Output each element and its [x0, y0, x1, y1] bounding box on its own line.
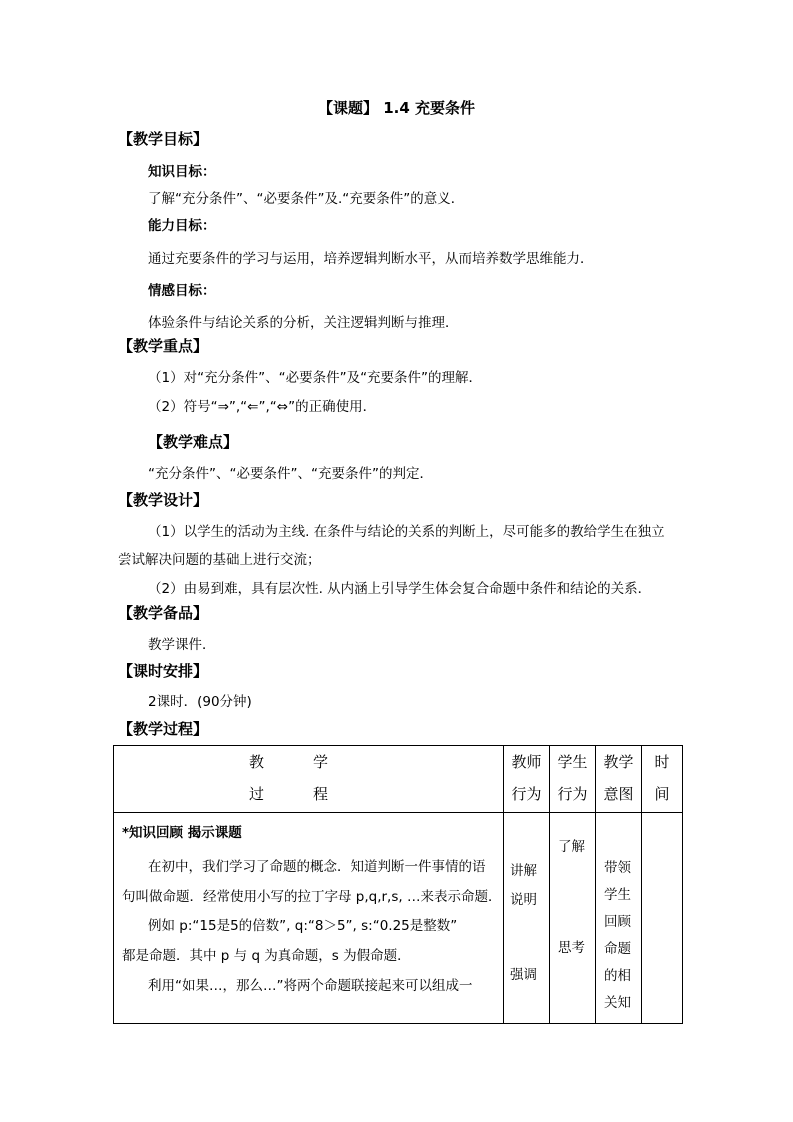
intent-line: 学生	[604, 887, 631, 903]
intent-line: 带领	[604, 860, 631, 876]
teaching-intent-cell	[596, 813, 642, 1024]
teaching-process-table	[113, 745, 683, 1024]
header-student-action	[550, 746, 596, 813]
intent-line: 命题	[604, 941, 631, 957]
row-heading: *知识回顾 揭示课题	[122, 825, 242, 841]
header-char: 过	[249, 785, 265, 803]
content-line: 利用“如果…，那么…”将两个命题联接起来可以组成一	[148, 978, 473, 994]
time-cell	[642, 813, 683, 1024]
emotion-goal-text: 体验条件与结论关系的分析，关注逻辑判断与推理．	[148, 315, 459, 331]
header-line: 学生	[557, 753, 588, 771]
design-heading: 【教学设计】	[118, 491, 209, 509]
table-header-row	[114, 746, 683, 813]
design-item-2: （2）由易到难，具有层次性. 从内涵上引导学生体会复合命题中条件和结论的关系．	[148, 581, 652, 597]
intent-line: 关知	[604, 995, 631, 1011]
materials-text: 教学课件．	[148, 637, 216, 653]
header-time	[642, 746, 683, 813]
teacher-action: 说明	[510, 892, 537, 908]
design-item-1-line-2: 尝试解决问题的基础上进行交流；	[118, 552, 321, 568]
header-line: 行为	[557, 785, 588, 803]
content-line: 在初中，我们学习了命题的概念．知道判断一件事情的语	[148, 859, 486, 875]
emotion-goal-label: 情感目标：	[148, 283, 216, 299]
content-line: 例如 p:“15是5的倍数”, q:“8＞5”, s:“0.25是整数”	[148, 918, 458, 934]
design-item-1-line-1: （1）以学生的活动为主线. 在条件与结论的关系的判断上，尽可能多的教给学生在独立	[148, 524, 665, 540]
header-char: 学	[313, 753, 329, 771]
intent-line: 的相	[604, 968, 631, 984]
knowledge-goal-label: 知识目标：	[148, 164, 216, 180]
header-char: 程	[313, 785, 329, 803]
teacher-action: 强调	[510, 967, 537, 983]
student-action: 了解	[558, 839, 585, 855]
content-line: 句叫做命题．经常使用小写的拉丁字母 p,q,r,s, …来表示命题．	[122, 889, 502, 905]
ability-goal-label: 能力目标：	[148, 218, 216, 234]
difficulty-text: “充分条件”、“必要条件”、“充要条件”的判定．	[148, 466, 433, 482]
key-point-2: （2）符号“⇒”,“⇐”,“⇔”的正确使用．	[148, 399, 377, 415]
lesson-title: 【课题】 1.4 充要条件	[317, 99, 476, 117]
intent-line: 回顾	[604, 914, 631, 930]
process-content-cell	[114, 813, 504, 1024]
difficulty-heading: 【教学难点】	[148, 433, 239, 451]
knowledge-goal-text: 了解“充分条件”、“必要条件”及.“充要条件”的意义．	[148, 191, 465, 207]
materials-heading: 【教学备品】	[118, 604, 209, 622]
header-line: 行为	[511, 785, 542, 803]
teacher-action: 讲解	[510, 863, 537, 879]
teacher-action-cell	[504, 813, 550, 1024]
header-char: 教	[249, 753, 265, 771]
student-action-cell	[550, 813, 596, 1024]
header-teacher-action	[504, 746, 550, 813]
header-line: 间	[654, 785, 670, 803]
header-line: 意图	[603, 785, 634, 803]
header-teaching-process	[114, 746, 504, 813]
intent-text	[604, 855, 634, 1017]
header-line: 时	[654, 753, 670, 771]
ability-goal-text: 通过充要条件的学习与运用，培养逻辑判断水平，从而培养数学思维能力．	[148, 251, 594, 267]
header-line: 教师	[511, 753, 542, 771]
table-row	[114, 813, 683, 1024]
header-teaching-intent	[596, 746, 642, 813]
schedule-text: 2课时．(90分钟)	[148, 694, 252, 710]
key-points-heading: 【教学重点】	[118, 337, 209, 355]
goals-heading: 【教学目标】	[118, 130, 209, 148]
schedule-heading: 【课时安排】	[118, 662, 209, 680]
header-line: 教学	[603, 753, 634, 771]
key-point-1: （1）对“充分条件”、“必要条件”及“充要条件”的理解．	[148, 370, 483, 386]
process-heading: 【教学过程】	[118, 720, 209, 738]
content-line: 都是命题．其中 p 与 q 为真命题，s 为假命题．	[122, 948, 411, 964]
student-action: 思考	[558, 940, 585, 956]
